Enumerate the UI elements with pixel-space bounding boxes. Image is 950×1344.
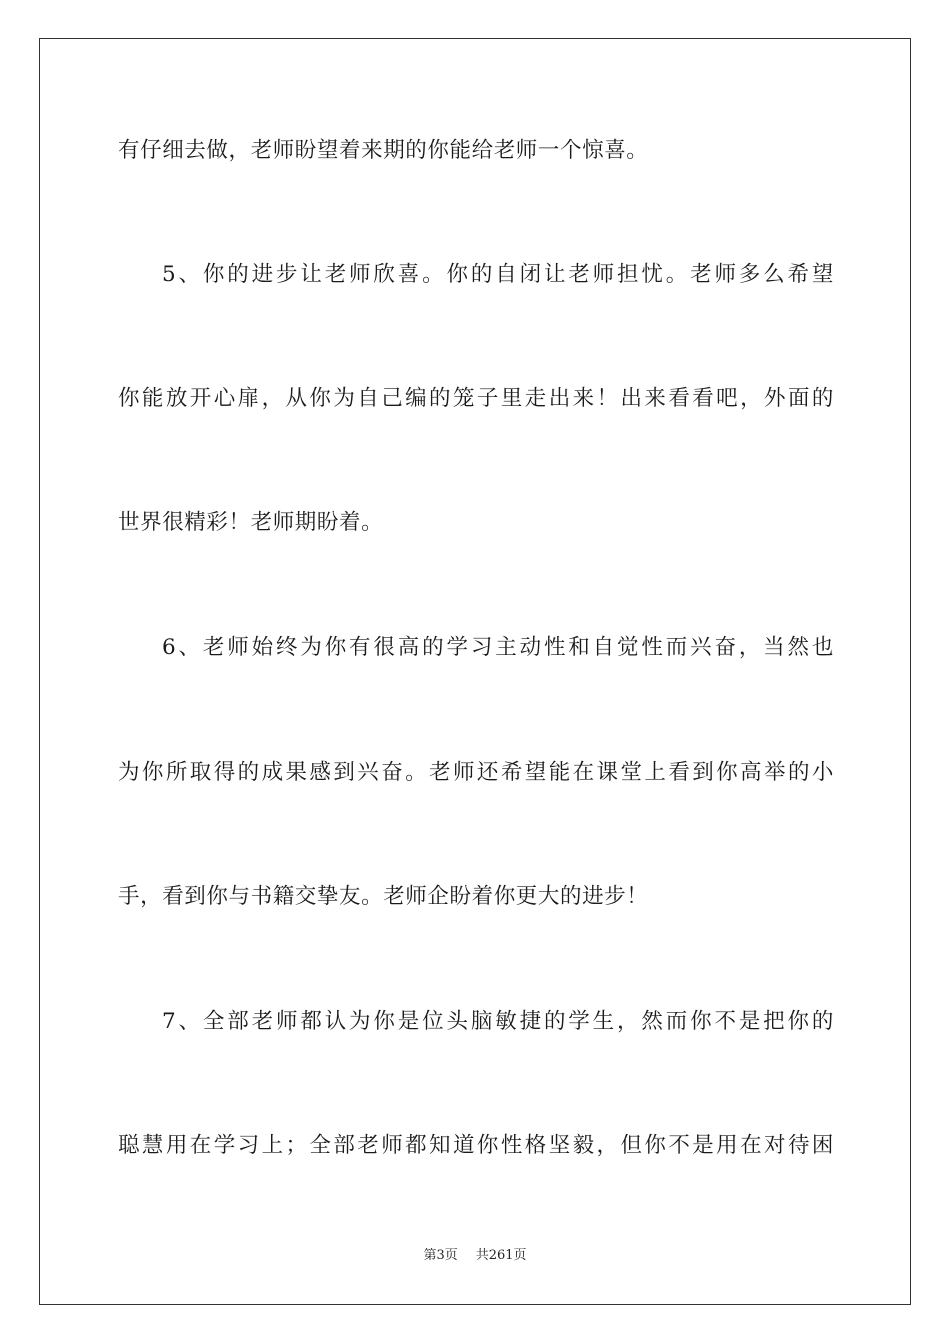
paragraph-line: 世界很精彩！老师期盼着。 [118, 510, 384, 535]
paragraph-line: 聪慧用在学习上；全部老师都知道你性格坚毅，但你不是用在对待困 [118, 1133, 834, 1158]
paragraph-line: 你能放开心扉，从你为自己编的笼子里走出来！出来看看吧，外面的 [118, 386, 834, 411]
paragraph-line: 7、全部老师都认为你是位头脑敏捷的学生，然而你不是把你的 [162, 1009, 834, 1034]
paragraph-line: 5、你的进步让老师欣喜。你的自闭让老师担忧。老师多么希望 [162, 262, 834, 287]
page-number: 第3页 [423, 1248, 458, 1263]
paragraph-line: 6、老师始终为你有很高的学习主动性和自觉性而兴奋，当然也 [162, 635, 834, 660]
page-border [39, 38, 911, 1305]
paragraph-line: 为你所取得的成果感到兴奋。老师还希望能在课堂上看到你高举的小 [118, 760, 834, 785]
page-footer [0, 1249, 950, 1262]
paragraph-line: 手，看到你与书籍交挚友。老师企盼着你更大的进步！ [118, 884, 649, 909]
paragraph-line: 有仔细去做，老师盼望着来期的你能给老师一个惊喜。 [118, 138, 649, 163]
total-pages: 共261页 [475, 1248, 527, 1263]
